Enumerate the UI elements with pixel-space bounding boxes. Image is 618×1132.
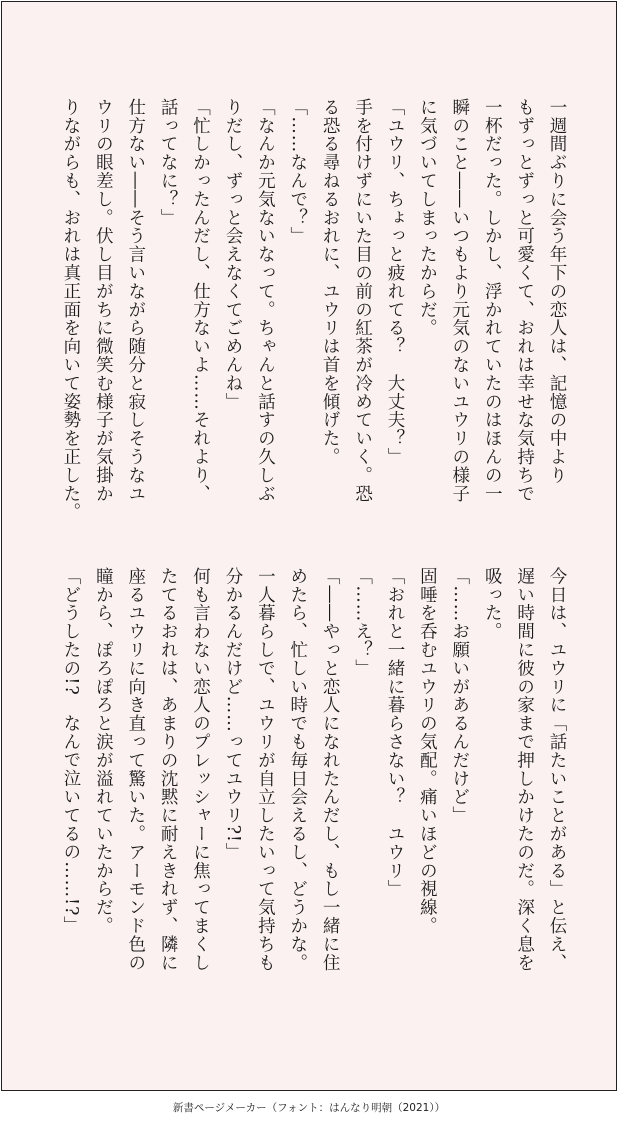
text-line: りだし、ずっと会えなくてごめんね」 [222,98,243,411]
text-line: 今日は、ユウリに「話たいことがある」と伝え、 [547,567,567,972]
text-line: ウリの眼差し。伏し目がちに微笑む様子が気掛か [93,98,114,503]
text-line: たてるおれは、あまりの沈黙に耐えきれず、隣に [158,567,179,972]
text-line: 一杯だった。しかし、浮かれていたのはほんの一 [482,98,503,503]
text-line: 話ってなに？」 [158,98,179,227]
text-line: 仕方ない――そう言いながら随分と寂しそうなユ [125,98,146,503]
text-line: 分かるんだけど……ってユウリ?!」 [222,567,243,862]
text-block-top [53,98,573,538]
text-line: 「……なんで？」 [287,98,308,246]
text-line: る恐る尋ねるおれに、ユウリは首を傾げた。 [320,98,341,466]
text-line: 「なんか元気ないなって。ちゃんと話すの久しぶ [255,98,276,503]
text-line: 座るユウリに向き直って驚いた。アーモンド色の [125,567,146,972]
text-line: に気づいてしまったからだ。 [417,98,438,338]
text-line: 瞳から、ぽろぽろと涙が溢れていたからだ。 [93,567,114,935]
text-line: 「……お願いがあるんだけど」 [449,567,470,825]
text-line: 「――やっと恋人になれたんだし、もし一緒に住 [320,567,341,972]
text-line: 「どうしたの!? なんで泣いてるの……!?」 [60,567,81,935]
text-line: 何も言わない恋人のプレッシャーに焦ってまくし [190,567,211,972]
footer-credit: 新書ページメーカー（フォント：はんなり明朝（2021）） [172,1102,446,1114]
text-line: 瞬のこと――いつもより元気のないユウリの様子 [449,98,470,503]
text-line: めたら、忙しい時でも毎日会えるし、どうかな。 [287,567,308,972]
text-line: 「おれと一緒に暮らさない？ ユウリ」 [384,567,405,899]
manuscript-page [1,1,617,1091]
text-line: もずっとずっと可愛くて、おれは幸せな気持ちで [514,98,535,503]
text-block-bottom [53,567,573,1012]
text-line: 一人暮らしで、ユウリが自立したいって気持ちも [255,567,276,972]
text-line: 「……え？」 [352,567,373,678]
text-line: 遅い時間に彼の家まで押しかけたのだ。深く息を [514,567,535,972]
text-line: 「ユウリ、ちょっと疲れてる？ 大丈夫？」 [384,98,405,466]
text-line: りながらも、おれは真正面を向いて姿勢を正した。 [60,98,81,522]
text-line: 吸った。 [482,567,503,641]
text-line: 固唾を呑むユウリの気配。痛いほどの視線。 [417,567,438,935]
text-line: 一週間ぶりに会う年下の恋人は、記憶の中より [547,98,567,485]
text-line: 「忙しかったんだし、仕方ないよ……それより、 [190,98,211,503]
text-line: 手を付けずにいた目の前の紅茶が冷めていく。恐 [352,98,373,503]
